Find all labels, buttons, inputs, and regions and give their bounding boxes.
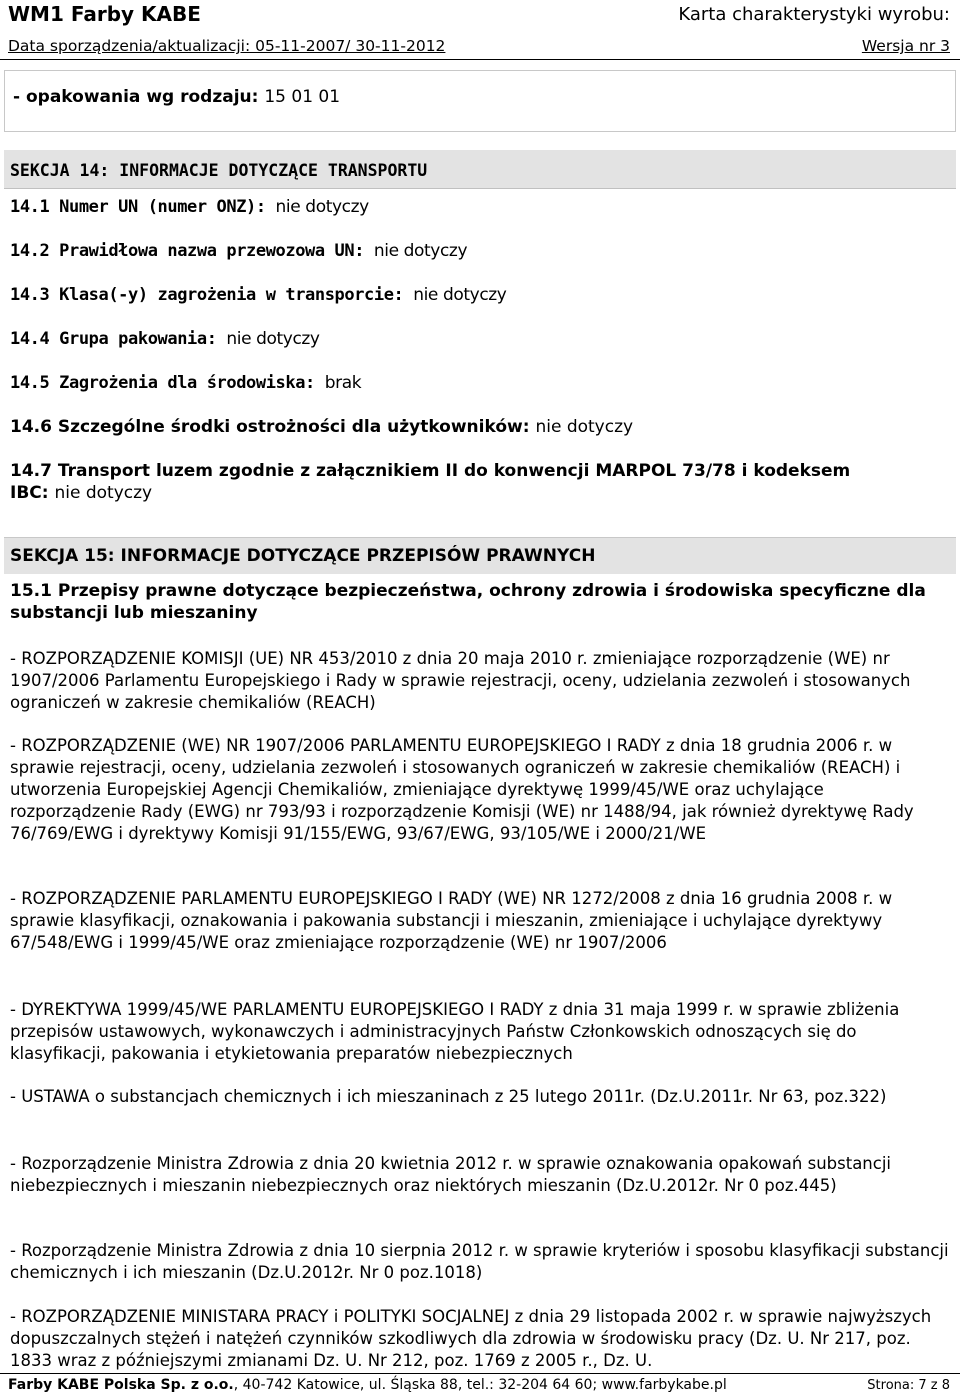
item-label: 14.1 Numer UN (numer ONZ): xyxy=(10,197,276,217)
regulation-paragraph: - ROZPORZĄDZENIE (WE) NR 1907/2006 PARLAMENTU EUROPEJSKIEGO I RADY z dnia 18 grudnia 2006 r. w sprawie rejestracji, oceny, udzielania zezwoleń i stosowanych ograniczeń w zakresie chemikaliów (REACH) i utworzenia Europejskiej Agencji Chemikaliów, zmieniające dyrektywę 1999/45/WE oraz uchylające rozporządzenie Rady (EWG) nr 793/93 i rozporządzenie Komisji (WE) nr 1488/94, jak również dyrektywę Rady 76/769/EWG i dyrektywy Komisji 91/155/EWG, 93/67/EWG, 93/105/WE i 2000/21/WE xyxy=(10,736,914,843)
page-number: Strona: 7 z 8 xyxy=(867,1378,950,1393)
section-15-title: SEKCJA 15: INFORMACJE DOTYCZĄCE PRZEPISÓW PRAWNYCH xyxy=(10,546,596,566)
regulation-paragraph: - ROZPORZĄDZENIE MINISTARA PRACY i POLITYKI SOCJALNEJ z dnia 29 listopada 2002 r. w sprawie najwyższych dopuszczalnych stężeń i natężeń czynników szkodliwych dla zdrowia w środowisku pracy (Dz. U. Nr 217, poz. 1833 wraz z późniejszymi zmianami Dz. U. Nr 212, poz. 1769 z 2005 r., Dz. U. xyxy=(10,1307,932,1370)
section-14-header xyxy=(4,150,956,189)
footer-company-info xyxy=(8,1377,727,1393)
item-label: IBC: xyxy=(10,483,55,503)
transport-item xyxy=(10,373,361,393)
item-value: nie dotyczy xyxy=(373,241,468,261)
transport-item xyxy=(10,197,369,217)
regulation-paragraph: - ROZPORZĄDZENIE PARLAMENTU EUROPEJSKIEGO I RADY (WE) NR 1272/2008 z dnia 16 grudnia 2008 r. w sprawie klasyfikacji, oznakowania i pakowania substancji i mieszanin, zmieniające i uchylające dyrektywy 67/548/EWG i 1999/45/WE oraz zmieniające rozporządzenie (WE) nr 1907/2006 xyxy=(10,889,893,952)
subsection-15-1: 15.1 Przepisy prawne dotyczące bezpieczeństwa, ochrony zdrowia i środowiska specyficzne dla substancji lub mieszaniny xyxy=(10,581,926,623)
item-label: 14.3 Klasa(-y) zagrożenia w transporcie: xyxy=(10,285,414,305)
item-value: nie dotyczy xyxy=(413,285,507,305)
packaging-value: 15 01 01 xyxy=(264,87,341,107)
regulation-paragraph: - USTAWA o substancjach chemicznych i ich mieszaninach z 25 lutego 2011r. (Dz.U.2011r. Nr 63, poz.322) xyxy=(10,1087,887,1106)
regulation-paragraph: - Rozporządzenie Ministra Zdrowia z dnia 10 sierpnia 2012 r. w sprawie kryteriów i sposobu klasyfikacji substancji chemicznych i ich mieszanin (Dz.U.2012r. Nr 0 poz.1018) xyxy=(10,1241,949,1282)
item-value: brak xyxy=(324,373,362,393)
header-divider xyxy=(0,59,960,60)
item-value: nie dotyczy xyxy=(535,417,634,437)
transport-item-ibc xyxy=(10,483,152,503)
packaging-line xyxy=(13,87,340,107)
item-label: 14.7 Transport luzem zgodnie z załącznikiem II do konwencji MARPOL 73/78 i kodeksem xyxy=(10,461,851,481)
document-version: Wersja nr 3 xyxy=(861,37,950,55)
item-label: 14.5 Zagrożenia dla środowiska: xyxy=(10,373,325,393)
footer-divider xyxy=(0,1373,960,1374)
item-value: nie dotyczy xyxy=(54,483,153,503)
item-value: nie dotyczy xyxy=(226,329,320,349)
transport-item-marpol xyxy=(10,461,850,481)
section-15-header xyxy=(4,537,956,574)
regulation-paragraph: - DYREKTYWA 1999/45/WE PARLAMENTU EUROPEJSKIEGO I RADY z dnia 31 maja 1999 r. w sprawie zbliżenia przepisów ustawowych, wykonawczych i administracyjnych Państw Członkowskich odnoszących się do klasyfikacji, pakowania i etykietowania preparatów niebezpiecznych xyxy=(10,1000,900,1063)
document-type: Karta charakterystyki wyrobu: xyxy=(678,4,950,25)
transport-item xyxy=(10,241,467,261)
item-label: 14.4 Grupa pakowania: xyxy=(10,329,227,349)
item-value: nie dotyczy xyxy=(275,197,369,217)
transport-item xyxy=(10,329,320,349)
packaging-label: - opakowania wg rodzaju: xyxy=(13,87,265,107)
section-14-title: SEKCJA 14: INFORMACJE DOTYCZĄCE TRANSPORTU xyxy=(10,161,428,180)
regulation-paragraph: - Rozporządzenie Ministra Zdrowia z dnia 20 kwietnia 2012 r. w sprawie oznakowania opakowań substancji niebezpiecznych i mieszanin niebezpiecznych oraz niektórych mieszanin (Dz.U.2012r. Nr 0 poz.445) xyxy=(10,1154,892,1195)
regulation-paragraph: - ROZPORZĄDZENIE KOMISJI (UE) NR 453/2010 z dnia 20 maja 2010 r. zmieniające rozporządzenie (WE) nr 1907/2006 Parlamentu Europejskiego i Rady w sprawie rejestracji, oceny, udzielania zezwoleń i stosowanych ograniczeń w zakresie chemikaliów (REACH) xyxy=(10,649,911,712)
footer-company: Farby KABE Polska Sp. z o.o. xyxy=(8,1377,234,1393)
packaging-box xyxy=(4,70,956,132)
item-label: 14.6 Szczególne środki ostrożności dla użytkowników: xyxy=(10,417,536,437)
transport-item xyxy=(10,285,506,305)
header-title: WM1 Farby KABE xyxy=(8,2,201,26)
document-date: Data sporządzenia/aktualizacji: 05-11-2007/ 30-11-2012 xyxy=(8,37,446,55)
item-label: 14.2 Prawidłowa nazwa przewozowa UN: xyxy=(10,241,374,261)
transport-item xyxy=(10,417,633,437)
footer-address: , 40-742 Katowice, ul. Śląska 88, tel.: 32-204 64 60; www.farbykabe.pl xyxy=(233,1377,727,1393)
